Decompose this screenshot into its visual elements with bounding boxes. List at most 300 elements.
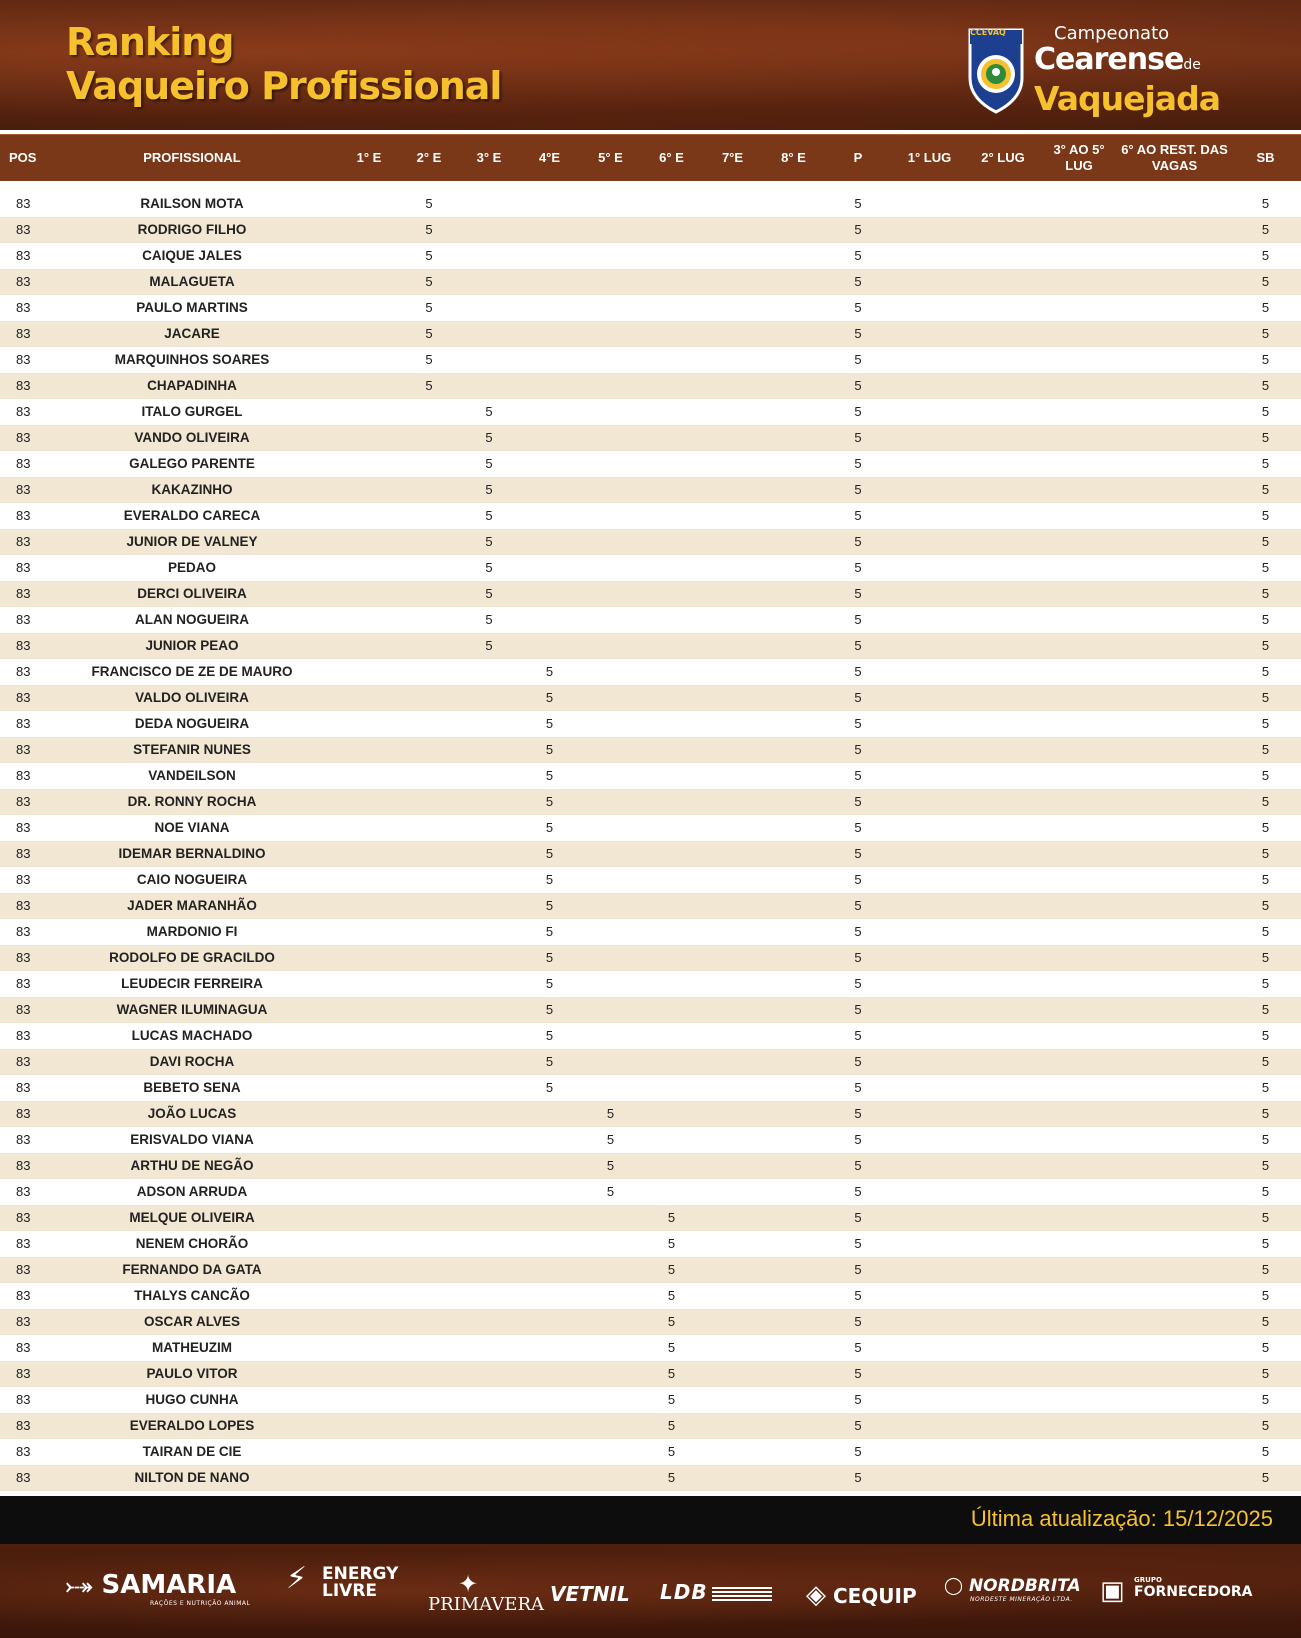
cell-name: DERCI OLIVEIRA <box>45 581 339 607</box>
cell-empty <box>580 217 641 243</box>
cell-empty <box>399 737 459 763</box>
cell-empty <box>459 815 519 841</box>
cell-empty <box>1119 529 1230 555</box>
cell-empty <box>641 997 702 1023</box>
sponsor-primavera: ✦ PRIMAVERA <box>428 1570 544 1615</box>
cell-empty <box>702 945 763 971</box>
cell-empty <box>399 529 459 555</box>
cell-empty <box>339 815 399 841</box>
cell-empty <box>1119 555 1230 581</box>
cell-pos: 83 <box>0 1361 45 1387</box>
cell-empty <box>339 1023 399 1049</box>
cell-empty <box>399 581 459 607</box>
cell-stage-score: 5 <box>519 945 580 971</box>
cell-empty <box>641 737 702 763</box>
cell-empty <box>399 789 459 815</box>
cell-empty <box>459 1023 519 1049</box>
cell-empty <box>580 945 641 971</box>
cell-empty <box>763 607 824 633</box>
cell-empty <box>459 971 519 997</box>
cell-empty <box>399 633 459 659</box>
cell-empty <box>1119 997 1230 1023</box>
cell-empty <box>641 763 702 789</box>
cell-points: 5 <box>824 1361 892 1387</box>
cell-pos: 83 <box>0 477 45 503</box>
cell-empty <box>399 1231 459 1257</box>
cell-empty <box>339 373 399 399</box>
cell-empty <box>519 1101 580 1127</box>
cell-empty <box>702 1335 763 1361</box>
cell-pos: 83 <box>0 633 45 659</box>
cell-empty <box>702 1179 763 1205</box>
cell-empty <box>399 1309 459 1335</box>
cell-pos: 83 <box>0 1127 45 1153</box>
cell-empty <box>519 373 580 399</box>
cell-empty <box>519 425 580 451</box>
cell-empty <box>1119 321 1230 347</box>
cell-empty <box>1119 1205 1230 1231</box>
cell-name: CHAPADINHA <box>45 373 339 399</box>
cell-empty <box>892 347 967 373</box>
cell-pos: 83 <box>0 1283 45 1309</box>
cell-name: PAULO MARTINS <box>45 295 339 321</box>
column-header: 7°E <box>702 135 763 181</box>
cell-empty <box>339 607 399 633</box>
cell-stage-score: 5 <box>519 815 580 841</box>
cell-empty <box>641 451 702 477</box>
cell-empty <box>1119 581 1230 607</box>
table-row <box>0 1101 1301 1127</box>
cell-empty <box>702 191 763 217</box>
cell-empty <box>763 1231 824 1257</box>
cell-empty <box>892 1023 967 1049</box>
table-row <box>0 1465 1301 1491</box>
cell-sb: 5 <box>1230 685 1301 711</box>
cell-empty <box>399 1049 459 1075</box>
cell-points: 5 <box>824 1387 892 1413</box>
cell-empty <box>702 243 763 269</box>
cell-empty <box>892 1413 967 1439</box>
table-row <box>0 451 1301 477</box>
cell-empty <box>967 789 1039 815</box>
cell-empty <box>967 711 1039 737</box>
cell-empty <box>702 607 763 633</box>
cell-empty <box>459 1049 519 1075</box>
cell-empty <box>763 477 824 503</box>
cell-empty <box>519 1179 580 1205</box>
cell-empty <box>702 1387 763 1413</box>
cell-points: 5 <box>824 1335 892 1361</box>
cell-points: 5 <box>824 1257 892 1283</box>
cell-empty <box>339 711 399 737</box>
table-row <box>0 841 1301 867</box>
table-row <box>0 1361 1301 1387</box>
cell-empty <box>702 1309 763 1335</box>
cell-empty <box>892 581 967 607</box>
cell-pos: 83 <box>0 451 45 477</box>
cell-empty <box>339 633 399 659</box>
cell-name: ERISVALDO VIANA <box>45 1127 339 1153</box>
cell-empty <box>1039 1231 1119 1257</box>
update-bar <box>0 1496 1301 1544</box>
cell-empty <box>892 1153 967 1179</box>
cell-empty <box>892 1439 967 1465</box>
cell-name: RODOLFO DE GRACILDO <box>45 945 339 971</box>
cell-empty <box>1039 1023 1119 1049</box>
cell-empty <box>519 1335 580 1361</box>
cell-stage-score: 5 <box>641 1361 702 1387</box>
cell-empty <box>892 1335 967 1361</box>
cell-pos: 83 <box>0 945 45 971</box>
cell-empty <box>519 1387 580 1413</box>
cell-stage-score: 5 <box>399 295 459 321</box>
cell-name: ADSON ARRUDA <box>45 1179 339 1205</box>
cell-empty <box>1039 477 1119 503</box>
cell-sb: 5 <box>1230 529 1301 555</box>
cell-points: 5 <box>824 321 892 347</box>
cell-sb: 5 <box>1230 1387 1301 1413</box>
cell-name: VANDEILSON <box>45 763 339 789</box>
cell-empty <box>967 1335 1039 1361</box>
cell-empty <box>519 607 580 633</box>
cell-empty <box>1119 841 1230 867</box>
cell-sb: 5 <box>1230 919 1301 945</box>
cell-stage-score: 5 <box>399 217 459 243</box>
cell-empty <box>641 1023 702 1049</box>
cell-empty <box>892 971 967 997</box>
cell-empty <box>519 1465 580 1491</box>
cell-pos: 83 <box>0 321 45 347</box>
table-row <box>0 945 1301 971</box>
cell-empty <box>339 1283 399 1309</box>
cell-sb: 5 <box>1230 815 1301 841</box>
cell-empty <box>1119 971 1230 997</box>
cell-empty <box>763 425 824 451</box>
cell-empty <box>580 607 641 633</box>
cell-empty <box>519 581 580 607</box>
cell-stage-score: 5 <box>459 581 519 607</box>
cell-empty <box>702 581 763 607</box>
cell-empty <box>763 1413 824 1439</box>
table-row <box>0 243 1301 269</box>
cell-empty <box>1119 451 1230 477</box>
cell-empty <box>1039 217 1119 243</box>
cell-sb: 5 <box>1230 633 1301 659</box>
ccevaq-shield-icon <box>966 26 1026 114</box>
column-header: 3° AO 5° LUG <box>1039 135 1119 181</box>
cell-empty <box>967 867 1039 893</box>
cell-empty <box>399 555 459 581</box>
cell-empty <box>1119 243 1230 269</box>
cell-empty <box>763 841 824 867</box>
cell-empty <box>1039 1309 1119 1335</box>
cell-empty <box>967 659 1039 685</box>
table-row <box>0 1205 1301 1231</box>
cell-stage-score: 5 <box>580 1153 641 1179</box>
cell-empty <box>399 919 459 945</box>
cell-empty <box>702 1101 763 1127</box>
cell-empty <box>399 971 459 997</box>
cell-empty <box>1119 1309 1230 1335</box>
cell-empty <box>459 269 519 295</box>
cell-sb: 5 <box>1230 269 1301 295</box>
column-header: 3° E <box>459 135 519 181</box>
cell-empty <box>459 1205 519 1231</box>
table-row <box>0 321 1301 347</box>
cell-pos: 83 <box>0 217 45 243</box>
cell-stage-score: 5 <box>641 1257 702 1283</box>
cell-empty <box>459 1257 519 1283</box>
cell-stage-score: 5 <box>641 1335 702 1361</box>
table-row <box>0 347 1301 373</box>
cell-empty <box>580 1309 641 1335</box>
cell-empty <box>1039 841 1119 867</box>
cell-empty <box>580 711 641 737</box>
cell-empty <box>1039 373 1119 399</box>
cell-empty <box>1119 633 1230 659</box>
cell-name: IDEMAR BERNALDINO <box>45 841 339 867</box>
cell-empty <box>892 1387 967 1413</box>
cell-empty <box>399 945 459 971</box>
cell-points: 5 <box>824 1153 892 1179</box>
cell-points: 5 <box>824 607 892 633</box>
cell-empty <box>519 1309 580 1335</box>
table-row <box>0 919 1301 945</box>
cell-stage-score: 5 <box>580 1127 641 1153</box>
cell-empty <box>892 503 967 529</box>
cell-sb: 5 <box>1230 1179 1301 1205</box>
cell-empty <box>399 763 459 789</box>
cell-empty <box>1119 659 1230 685</box>
cell-empty <box>1119 607 1230 633</box>
table-row <box>0 763 1301 789</box>
cell-empty <box>763 1335 824 1361</box>
cell-name: LUCAS MACHADO <box>45 1023 339 1049</box>
cell-points: 5 <box>824 503 892 529</box>
table-row <box>0 399 1301 425</box>
cell-empty <box>399 1101 459 1127</box>
cell-name: JACARE <box>45 321 339 347</box>
cell-stage-score: 5 <box>519 711 580 737</box>
cell-empty <box>892 529 967 555</box>
table-row <box>0 373 1301 399</box>
cell-empty <box>339 867 399 893</box>
cell-pos: 83 <box>0 1257 45 1283</box>
cell-empty <box>702 295 763 321</box>
cell-sb: 5 <box>1230 1153 1301 1179</box>
table-row <box>0 1309 1301 1335</box>
cell-empty <box>399 1335 459 1361</box>
cell-empty <box>702 1231 763 1257</box>
cell-empty <box>1039 737 1119 763</box>
cell-empty <box>641 191 702 217</box>
cell-empty <box>1119 1179 1230 1205</box>
cell-points: 5 <box>824 269 892 295</box>
table-row <box>0 217 1301 243</box>
cell-empty <box>967 1023 1039 1049</box>
cell-empty <box>339 1387 399 1413</box>
cell-empty <box>702 347 763 373</box>
cell-empty <box>519 1283 580 1309</box>
cell-empty <box>641 633 702 659</box>
cell-stage-score: 5 <box>459 399 519 425</box>
cell-empty <box>702 503 763 529</box>
cell-empty <box>1039 269 1119 295</box>
cell-pos: 83 <box>0 997 45 1023</box>
cell-empty <box>580 1049 641 1075</box>
cell-empty <box>1039 1387 1119 1413</box>
cell-empty <box>892 1309 967 1335</box>
cell-empty <box>459 789 519 815</box>
cell-sb: 5 <box>1230 217 1301 243</box>
cell-empty <box>892 659 967 685</box>
cell-empty <box>763 217 824 243</box>
cell-name: NENEM CHORÃO <box>45 1231 339 1257</box>
cell-points: 5 <box>824 815 892 841</box>
cell-empty <box>339 243 399 269</box>
column-header: 2° LUG <box>967 135 1039 181</box>
cell-points: 5 <box>824 1023 892 1049</box>
cell-empty <box>967 425 1039 451</box>
table-row <box>0 893 1301 919</box>
cell-empty <box>967 243 1039 269</box>
cell-name: ARTHU DE NEGÃO <box>45 1153 339 1179</box>
cell-empty <box>967 1153 1039 1179</box>
cell-empty <box>399 997 459 1023</box>
cell-stage-score: 5 <box>519 919 580 945</box>
cell-empty <box>1119 1257 1230 1283</box>
cell-points: 5 <box>824 1309 892 1335</box>
cell-name: MALAGUETA <box>45 269 339 295</box>
cell-empty <box>1119 789 1230 815</box>
cell-stage-score: 5 <box>519 1075 580 1101</box>
cell-empty <box>339 1335 399 1361</box>
cell-empty <box>1119 373 1230 399</box>
cell-empty <box>763 581 824 607</box>
cell-empty <box>967 1075 1039 1101</box>
cell-empty <box>702 997 763 1023</box>
cell-empty <box>763 945 824 971</box>
cell-name: RODRIGO FILHO <box>45 217 339 243</box>
cell-pos: 83 <box>0 1023 45 1049</box>
brand-line-2 <box>1034 44 1220 81</box>
table-row <box>0 1439 1301 1465</box>
cell-empty <box>1039 581 1119 607</box>
cell-empty <box>892 399 967 425</box>
cell-empty <box>641 373 702 399</box>
cell-empty <box>763 1023 824 1049</box>
cell-name: JOÃO LUCAS <box>45 1101 339 1127</box>
cell-pos: 83 <box>0 1387 45 1413</box>
cell-pos: 83 <box>0 1205 45 1231</box>
cell-empty <box>580 1439 641 1465</box>
cell-empty <box>459 1335 519 1361</box>
cell-empty <box>399 893 459 919</box>
cell-empty <box>641 243 702 269</box>
cell-empty <box>967 1439 1039 1465</box>
cell-empty <box>763 1205 824 1231</box>
cell-empty <box>763 321 824 347</box>
column-header: 6° AO REST. DAS VAGAS <box>1119 135 1230 181</box>
cell-pos: 83 <box>0 425 45 451</box>
cell-empty <box>641 815 702 841</box>
cell-empty <box>967 477 1039 503</box>
cell-empty <box>459 893 519 919</box>
cell-stage-score: 5 <box>519 659 580 685</box>
cell-pos: 83 <box>0 399 45 425</box>
cell-name: BEBETO SENA <box>45 1075 339 1101</box>
cell-empty <box>519 1257 580 1283</box>
cell-empty <box>702 659 763 685</box>
cell-empty <box>702 711 763 737</box>
cell-pos: 83 <box>0 1049 45 1075</box>
cell-points: 5 <box>824 1101 892 1127</box>
cell-empty <box>580 503 641 529</box>
cell-points: 5 <box>824 477 892 503</box>
cell-empty <box>339 1179 399 1205</box>
cell-empty <box>967 1309 1039 1335</box>
cell-empty <box>1119 945 1230 971</box>
cell-empty <box>339 1075 399 1101</box>
cell-empty <box>967 347 1039 373</box>
cell-empty <box>967 1205 1039 1231</box>
column-header: 8° E <box>763 135 824 181</box>
cell-empty <box>967 997 1039 1023</box>
cell-empty <box>519 555 580 581</box>
cell-stage-score: 5 <box>641 1283 702 1309</box>
cell-empty <box>892 867 967 893</box>
cell-empty <box>1039 659 1119 685</box>
cell-empty <box>1119 867 1230 893</box>
table-row <box>0 1153 1301 1179</box>
cell-pos: 83 <box>0 893 45 919</box>
cell-stage-score: 5 <box>399 191 459 217</box>
cell-sb: 5 <box>1230 581 1301 607</box>
cell-pos: 83 <box>0 1101 45 1127</box>
cell-points: 5 <box>824 1049 892 1075</box>
cell-sb: 5 <box>1230 607 1301 633</box>
cell-empty <box>892 1127 967 1153</box>
cell-sb: 5 <box>1230 1023 1301 1049</box>
cell-name: VALDO OLIVEIRA <box>45 685 339 711</box>
cell-empty <box>1119 1413 1230 1439</box>
cell-empty <box>892 789 967 815</box>
cell-empty <box>399 685 459 711</box>
page-title <box>66 20 501 108</box>
cell-sb: 5 <box>1230 399 1301 425</box>
cell-stage-score: 5 <box>519 841 580 867</box>
cell-empty <box>1039 1283 1119 1309</box>
cell-empty <box>892 945 967 971</box>
cell-empty <box>519 399 580 425</box>
cell-empty <box>763 789 824 815</box>
cell-stage-score: 5 <box>641 1205 702 1231</box>
cell-empty <box>519 633 580 659</box>
cell-name: CAIQUE JALES <box>45 243 339 269</box>
cell-points: 5 <box>824 1179 892 1205</box>
cell-points: 5 <box>824 347 892 373</box>
cell-empty <box>339 1101 399 1127</box>
cell-empty <box>459 737 519 763</box>
cell-empty <box>892 243 967 269</box>
cell-empty <box>1039 1153 1119 1179</box>
cell-empty <box>399 841 459 867</box>
cell-empty <box>892 711 967 737</box>
cell-name: DAVI ROCHA <box>45 1049 339 1075</box>
cell-empty <box>702 1465 763 1491</box>
cell-empty <box>519 191 580 217</box>
cell-empty <box>399 451 459 477</box>
